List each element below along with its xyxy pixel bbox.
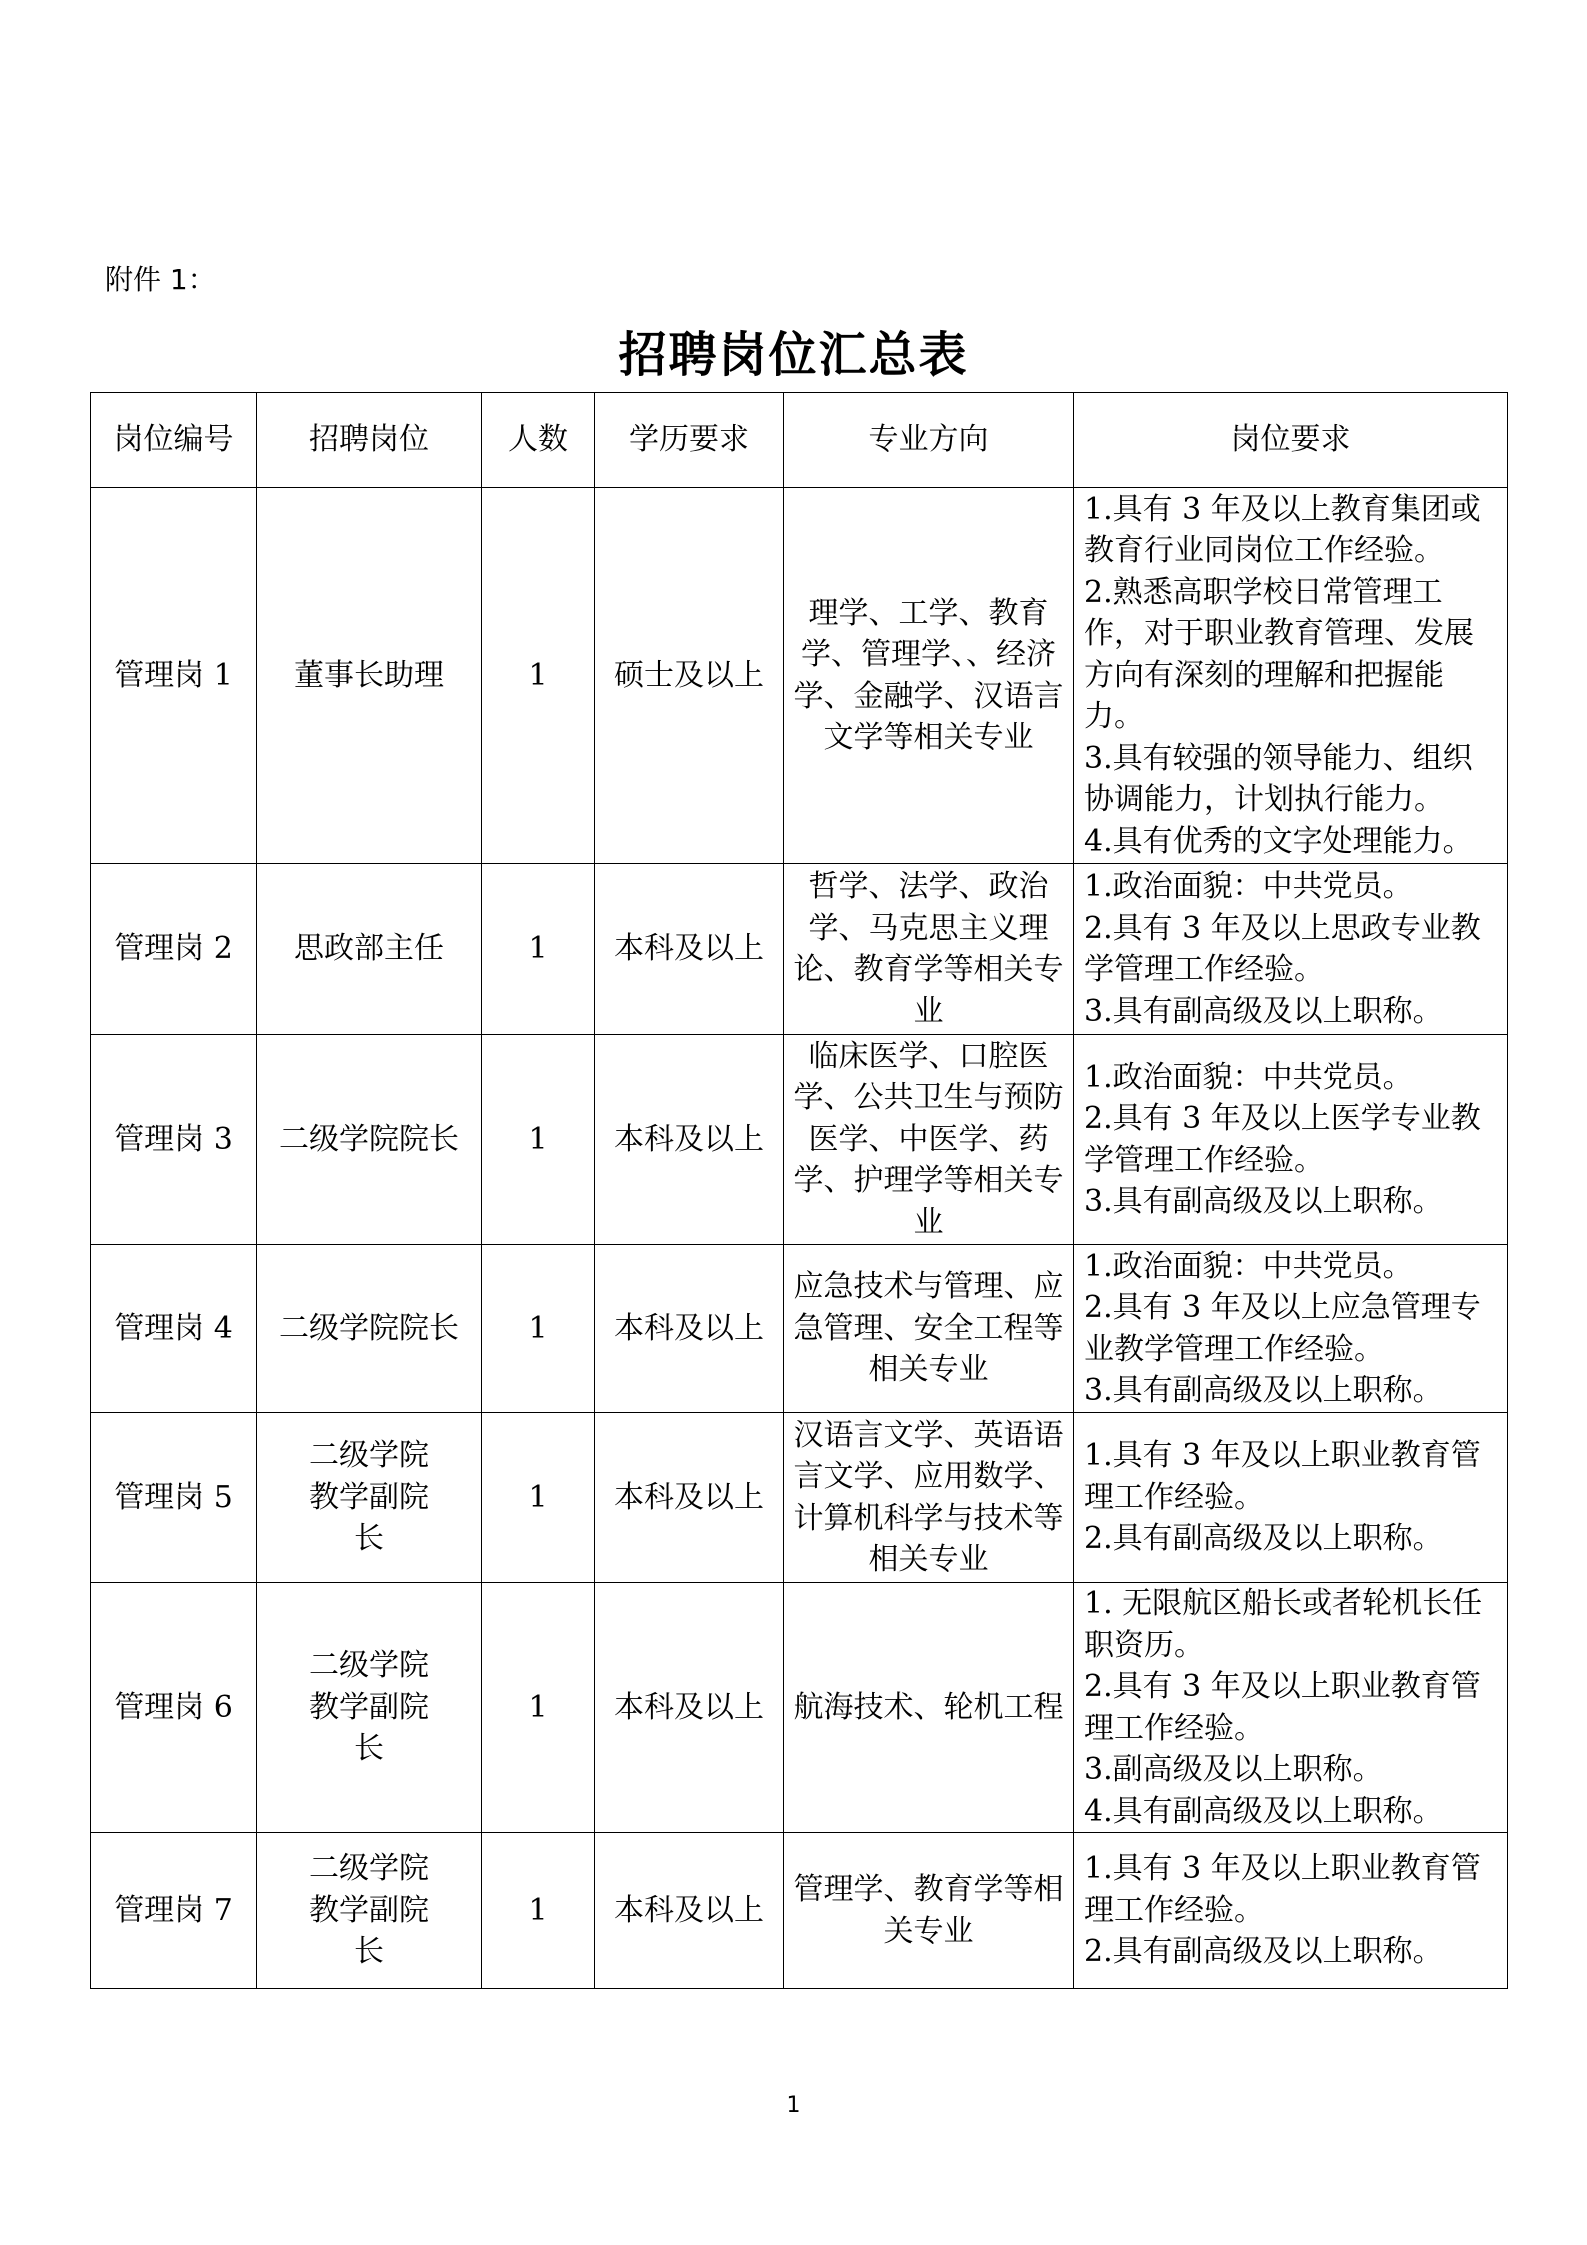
cell-education: 本科及以上 — [595, 1833, 784, 1989]
header-code: 岗位编号 — [91, 393, 257, 488]
header-requirements: 岗位要求 — [1074, 393, 1508, 488]
requirement-item: 1.政治面貌：中共党员。 — [1084, 1059, 1413, 1095]
cell-count: 1 — [482, 1245, 595, 1413]
cell-position: 二级学院教学副院长 — [257, 1583, 482, 1833]
cell-count: 1 — [482, 1583, 595, 1833]
requirement-item: 2.具有 3 年及以上医学专业教学管理工作经验。 — [1084, 1101, 1481, 1178]
cell-code: 管理岗 5 — [91, 1413, 257, 1583]
requirement-item: 3.具有副高级及以上职称。 — [1084, 1184, 1443, 1219]
cell-code: 管理岗 7 — [91, 1833, 257, 1989]
cell-requirements — [1074, 1245, 1508, 1413]
cell-code: 管理岗 4 — [91, 1245, 257, 1413]
cell-count: 1 — [482, 1413, 595, 1583]
cell-education: 本科及以上 — [595, 1413, 784, 1583]
table-header-row — [91, 393, 1508, 488]
requirement-item: 3.具有较强的领导能力、组织协调能力，计划执行能力。 — [1084, 740, 1473, 818]
cell-major: 管理学、教育学等相关专业 — [784, 1833, 1074, 1989]
cell-requirements — [1074, 1413, 1508, 1583]
requirement-item: 1. 无限航区船长或者轮机长任职资历。 — [1084, 1586, 1483, 1663]
table-row — [91, 1833, 1508, 1989]
requirement-item: 4.具有副高级及以上职称。 — [1084, 1793, 1443, 1829]
header-major: 专业方向 — [784, 393, 1074, 488]
table-row — [91, 1413, 1508, 1583]
cell-count: 1 — [482, 1833, 595, 1989]
cell-position: 二级学院院长 — [257, 1245, 482, 1413]
table-row — [91, 864, 1508, 1035]
cell-major: 航海技术、轮机工程 — [784, 1583, 1074, 1833]
cell-education: 硕士及以上 — [595, 488, 784, 864]
cell-requirements — [1074, 488, 1508, 864]
requirement-item: 3.具有副高级及以上职称。 — [1084, 993, 1443, 1029]
table-row — [91, 1035, 1508, 1245]
cell-education: 本科及以上 — [595, 1583, 784, 1833]
cell-education: 本科及以上 — [595, 864, 784, 1035]
cell-requirements — [1074, 1035, 1508, 1245]
cell-position: 二级学院教学副院长 — [257, 1413, 482, 1583]
requirement-item: 4.具有优秀的文字处理能力。 — [1084, 823, 1473, 859]
positions-table — [90, 392, 1508, 1989]
cell-requirements — [1074, 1833, 1508, 1989]
cell-requirements — [1074, 864, 1508, 1035]
cell-major: 理学、工学、教育学、管理学、、经济学、金融学、汉语言文学等相关专业 — [784, 488, 1074, 864]
cell-count: 1 — [482, 1035, 595, 1245]
cell-count: 1 — [482, 864, 595, 1035]
cell-education: 本科及以上 — [595, 1245, 784, 1413]
cell-position: 董事长助理 — [257, 488, 482, 864]
cell-position: 二级学院院长 — [257, 1035, 482, 1245]
requirement-item: 1.具有 3 年及以上教育集团或教育行业同岗位工作经验。 — [1084, 491, 1481, 569]
header-education: 学历要求 — [595, 393, 784, 488]
page-number: 1 — [786, 2093, 801, 2118]
cell-position: 思政部主任 — [257, 864, 482, 1035]
table-row — [91, 1245, 1508, 1413]
requirement-item: 2.具有 3 年及以上思政专业教学管理工作经验。 — [1084, 910, 1481, 987]
requirement-item: 2.具有副高级及以上职称。 — [1084, 1934, 1443, 1970]
requirement-item: 3.具有副高级及以上职称。 — [1084, 1373, 1443, 1408]
cell-code: 管理岗 2 — [91, 864, 257, 1035]
requirement-item: 2.熟悉高职学校日常管理工作，对于职业教育管理、发展方向有深刻的理解和把握能力。 — [1084, 574, 1474, 735]
requirement-item: 1.具有 3 年及以上职业教育管理工作经验。 — [1084, 1851, 1481, 1928]
cell-major: 应急技术与管理、应急管理、安全工程等相关专业 — [784, 1245, 1074, 1413]
page-title: 招聘岗位汇总表 — [618, 327, 969, 383]
cell-major: 汉语言文学、英语语言文学、应用数学、计算机科学与技术等相关专业 — [784, 1413, 1074, 1583]
requirement-item: 1.政治面貌：中共党员。 — [1084, 1248, 1413, 1284]
requirement-item: 2.具有 3 年及以上职业教育管理工作经验。 — [1084, 1669, 1481, 1746]
cell-education: 本科及以上 — [595, 1035, 784, 1245]
requirement-item: 2.具有副高级及以上职称。 — [1084, 1521, 1443, 1557]
header-position: 招聘岗位 — [257, 393, 482, 488]
cell-major: 临床医学、口腔医学、公共卫生与预防医学、中医学、药学、护理学等相关专业 — [784, 1035, 1074, 1245]
requirement-item: 3.副高级及以上职称。 — [1084, 1752, 1383, 1787]
cell-code: 管理岗 6 — [91, 1583, 257, 1833]
requirement-item: 1.具有 3 年及以上职业教育管理工作经验。 — [1084, 1438, 1481, 1515]
cell-code: 管理岗 1 — [91, 488, 257, 864]
cell-code: 管理岗 3 — [91, 1035, 257, 1245]
cell-position: 二级学院教学副院长 — [257, 1833, 482, 1989]
table-row — [91, 1583, 1508, 1833]
cell-requirements — [1074, 1583, 1508, 1833]
attachment-label: 附件 1： — [105, 263, 216, 296]
requirement-item: 1.政治面貌：中共党员。 — [1084, 869, 1413, 904]
cell-count: 1 — [482, 488, 595, 864]
header-count: 人数 — [482, 393, 595, 488]
cell-major: 哲学、法学、政治学、马克思主义理论、教育学等相关专业 — [784, 864, 1074, 1035]
table-row — [91, 488, 1508, 864]
requirement-item: 2.具有 3 年及以上应急管理专业教学管理工作经验。 — [1084, 1290, 1481, 1367]
